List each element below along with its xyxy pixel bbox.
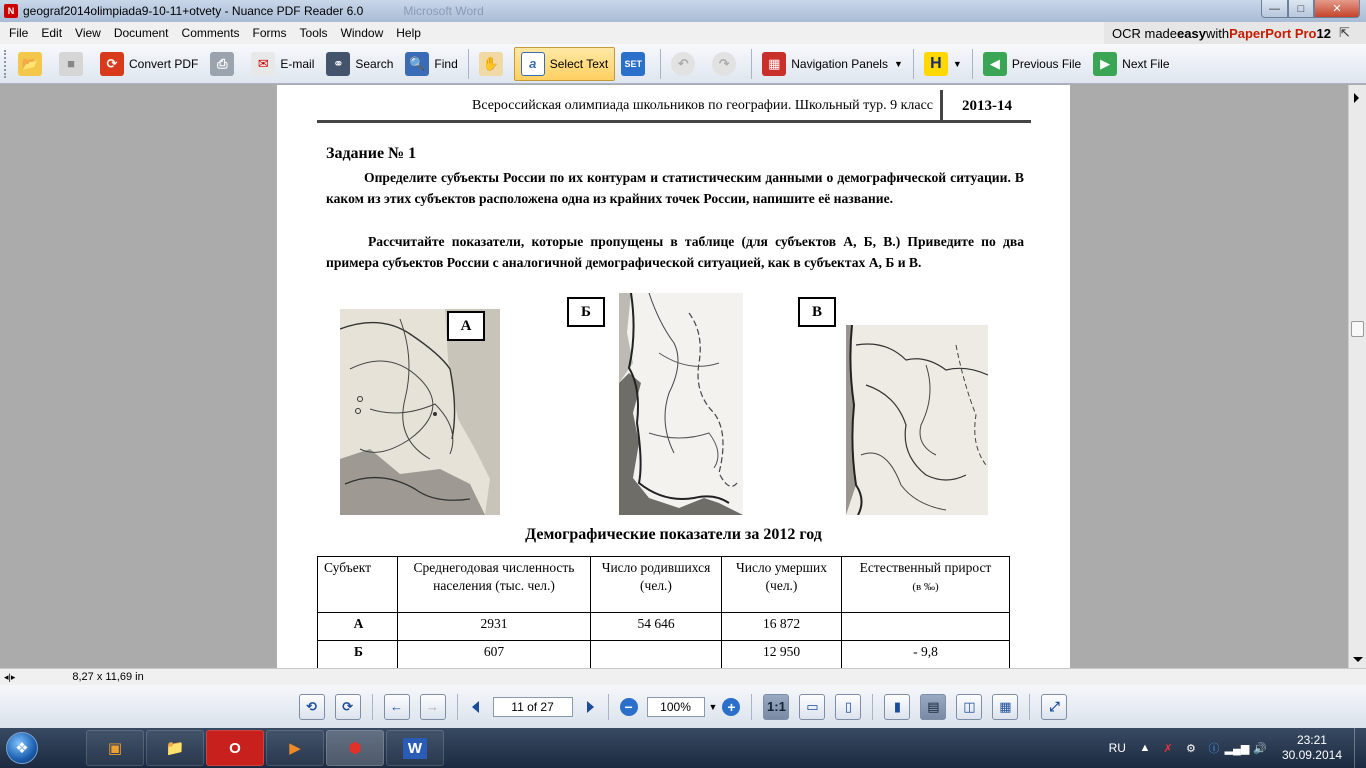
- tray-network-warning-icon[interactable]: ✗: [1163, 742, 1173, 755]
- back-icon[interactable]: ←: [384, 694, 410, 720]
- chevron-down-icon[interactable]: ▼: [952, 58, 962, 69]
- tray-signal-icon[interactable]: ▂▄▆: [1224, 742, 1250, 755]
- tray-arrow-icon[interactable]: ▲: [1139, 742, 1151, 754]
- nav-separator: [608, 694, 609, 720]
- select-text-label: Select Text: [549, 56, 609, 71]
- email-button[interactable]: [245, 47, 320, 81]
- expand-icon[interactable]: ⇱: [1338, 25, 1350, 40]
- map-label-a: А: [447, 311, 485, 341]
- split-icon[interactable]: ◂|▸: [4, 671, 16, 682]
- convert-pdf-icon: ⟳: [100, 52, 124, 76]
- clock[interactable]: [1282, 733, 1342, 763]
- save-icon: ■: [59, 52, 83, 76]
- toolbar-separator: [751, 49, 752, 79]
- header-growth-unit: (в ‰): [912, 581, 939, 593]
- menu-comments[interactable]: Comments: [181, 26, 240, 40]
- row-population: 2931: [398, 613, 591, 641]
- previous-page-icon[interactable]: [472, 701, 479, 713]
- row-subject: Б: [318, 641, 398, 669]
- header-year: 2013-14: [962, 97, 1012, 114]
- folder-icon: 📁: [165, 740, 185, 757]
- row-deaths: 16 872: [722, 613, 842, 641]
- task-paragraph-2: Рассчитайте показатели, которые пропущены в таблице (для субъектов А, Б, В.) Приведите по два примера субъектов России с аналогичной демографической ситуацией, как в субъектах А, Б и В.: [326, 234, 1024, 270]
- menu-window[interactable]: Window: [340, 26, 384, 40]
- ad-brand: PaperPort Pro: [1229, 25, 1317, 41]
- header-births: Число родившихся (чел.): [591, 557, 722, 613]
- find-label: Find: [434, 56, 458, 71]
- show-desktop-button[interactable]: [1354, 728, 1366, 768]
- zoom-out-icon[interactable]: −: [620, 698, 638, 716]
- map-label-v: В: [798, 297, 836, 327]
- scroll-thumb[interactable]: [1351, 321, 1364, 337]
- row-growth: - 9,8: [842, 641, 1010, 669]
- menu-document[interactable]: Document: [113, 26, 169, 40]
- task-app-1[interactable]: [86, 730, 144, 766]
- ad-with: with: [1205, 25, 1230, 41]
- page-header: [317, 91, 1031, 123]
- task-opera[interactable]: [206, 730, 264, 766]
- scroll-right-arrow-icon[interactable]: [1354, 93, 1359, 103]
- demography-table: [317, 556, 1010, 668]
- fit-width-icon[interactable]: ▭: [799, 694, 825, 720]
- pdf-page[interactable]: [277, 85, 1070, 668]
- ad-version: 12: [1316, 25, 1331, 41]
- task-paragraph-1: Определите субъекты России по их контурам и статистическим данными о демографической ситуации. В каком из этих субъектов расположена одна из крайних точек России, напишите её название.: [326, 170, 1024, 206]
- menu-file[interactable]: File: [9, 26, 29, 40]
- scroll-down-arrow-icon[interactable]: [1353, 657, 1363, 662]
- save-button[interactable]: [53, 47, 94, 81]
- open-button[interactable]: [12, 47, 53, 81]
- header-deaths: Число умерших (чел.): [722, 557, 842, 613]
- hand-tool-button[interactable]: [473, 47, 514, 81]
- continuous-facing-icon[interactable]: ▦: [992, 694, 1018, 720]
- header-growth: [842, 557, 1010, 613]
- menu-view[interactable]: View: [75, 26, 101, 40]
- row-births: 54 646: [591, 613, 722, 641]
- start-button[interactable]: [0, 728, 44, 768]
- map-b: [619, 293, 743, 515]
- window-title: geograf2014olimpiada9-10-11+otvety - Nuance PDF Reader 6.0: [23, 4, 364, 18]
- zoom-in-icon[interactable]: +: [722, 698, 740, 716]
- ghost-window-title: Microsoft Word: [403, 4, 484, 18]
- word-icon: W: [403, 738, 427, 759]
- clock-date: 30.09.2014: [1281, 748, 1342, 762]
- minimize-button[interactable]: —: [1261, 0, 1288, 18]
- search-button[interactable]: [320, 47, 399, 81]
- table-row: [318, 613, 1010, 641]
- menu-help[interactable]: Help: [396, 26, 421, 40]
- convert-pdf-button[interactable]: [94, 47, 204, 81]
- task-explorer[interactable]: [146, 730, 204, 766]
- navigation-panels-label: Navigation Panels: [791, 56, 888, 71]
- ad-easy: easy: [1177, 25, 1206, 41]
- nav-separator: [372, 694, 373, 720]
- full-screen-icon[interactable]: ⤢: [1041, 694, 1067, 720]
- menu-edit[interactable]: Edit: [41, 26, 63, 40]
- ad-prefix: OCR made: [1112, 25, 1178, 41]
- folder-icon: 📂: [18, 52, 42, 76]
- previous-file-icon: ◀: [983, 52, 1007, 76]
- find-icon: 🔍: [405, 52, 429, 76]
- menu-forms[interactable]: Forms: [252, 26, 287, 40]
- print-button[interactable]: [204, 47, 245, 81]
- toolbar-separator: [468, 49, 469, 79]
- highlight-button[interactable]: [918, 47, 968, 81]
- maximize-button[interactable]: □: [1288, 0, 1314, 18]
- pdf-reader-icon: ⬢: [348, 740, 362, 757]
- toolbar-separator: [972, 49, 973, 79]
- document-view[interactable]: [0, 85, 1348, 668]
- close-button[interactable]: ✕: [1314, 0, 1360, 18]
- main-toolbar: [0, 44, 1366, 84]
- email-icon: ✉: [251, 52, 275, 76]
- task-title: Задание № 1: [326, 145, 417, 162]
- undo-icon: ↶: [671, 52, 695, 76]
- taskbar: [0, 728, 1366, 768]
- previous-file-button[interactable]: [977, 47, 1087, 81]
- navigation-panels-button[interactable]: [756, 47, 909, 81]
- table-title: Демографические показатели за 2012 год: [525, 526, 822, 543]
- next-file-icon: ▶: [1093, 52, 1117, 76]
- app-icon[interactable]: N: [4, 4, 18, 18]
- rotate-ccw-icon[interactable]: ⟲: [299, 694, 325, 720]
- next-page-icon[interactable]: [587, 701, 594, 713]
- tray-volume-icon[interactable]: 🔊: [1253, 742, 1267, 755]
- redo-button[interactable]: [706, 47, 747, 81]
- task-media-player[interactable]: [266, 730, 324, 766]
- language-indicator[interactable]: RU: [1108, 741, 1126, 755]
- forward-icon[interactable]: →: [420, 694, 446, 720]
- header-population: Среднегодовая численность населения (тыс. чел.): [398, 557, 591, 613]
- select-text-icon: a: [521, 52, 545, 76]
- header-growth-label: Естественный прирост: [859, 560, 992, 575]
- opera-icon: O: [229, 739, 241, 757]
- printer-icon: ⎙: [210, 52, 234, 76]
- menu-tools[interactable]: Tools: [299, 26, 328, 40]
- navigation-bar: [0, 685, 1366, 728]
- header-text: Всероссийская олимпиада школьников по географии. Школьный тур. 9 класс: [472, 90, 943, 122]
- tray-antivirus-icon[interactable]: ⚙: [1186, 742, 1196, 755]
- select-text-button[interactable]: [514, 47, 615, 81]
- row-population: 607: [398, 641, 591, 669]
- clock-time: 23:21: [1296, 733, 1327, 747]
- redo-icon: ↷: [712, 52, 736, 76]
- task-word[interactable]: [386, 730, 444, 766]
- page-size: 8,27 x 11,69 in: [72, 671, 144, 683]
- status-bar: [0, 668, 1366, 685]
- nav-separator: [457, 694, 458, 720]
- nav-separator: [751, 694, 752, 720]
- continuous-page-icon[interactable]: ▤: [920, 694, 946, 720]
- next-file-button[interactable]: [1087, 47, 1175, 81]
- find-button[interactable]: [399, 47, 463, 81]
- row-births: [591, 641, 722, 669]
- fit-page-icon[interactable]: ▯: [835, 694, 861, 720]
- nav-separator: [1029, 694, 1030, 720]
- email-label: E-mail: [280, 56, 315, 71]
- tray-info-icon[interactable]: ⓘ: [1208, 743, 1220, 755]
- row-growth: [842, 613, 1010, 641]
- set-button[interactable]: [615, 47, 656, 81]
- row-deaths: 12 950: [722, 641, 842, 669]
- rotate-cw-icon[interactable]: ⟳: [335, 694, 361, 720]
- toolbar-separator: [660, 49, 661, 79]
- map-label-b: Б: [567, 297, 605, 327]
- chevron-down-icon[interactable]: ▼: [893, 58, 903, 69]
- system-tray: [1109, 728, 1366, 768]
- facing-pages-icon[interactable]: ◫: [956, 694, 982, 720]
- table-header-row: [318, 557, 1010, 613]
- task-pdf-reader[interactable]: [326, 730, 384, 766]
- header-subject: Субъект: [318, 557, 398, 613]
- actual-size-icon[interactable]: 1:1: [763, 694, 789, 720]
- media-player-icon: ▶: [289, 740, 301, 757]
- title-bar: [0, 0, 1366, 22]
- single-page-icon[interactable]: ▮: [884, 694, 910, 720]
- table-row: [318, 641, 1010, 669]
- app-icon-1: ▣: [107, 740, 123, 757]
- toolbar-separator: [913, 49, 914, 79]
- toolbar-grip[interactable]: [4, 50, 8, 78]
- windows-icon: ❖: [6, 732, 38, 764]
- row-subject: А: [318, 613, 398, 641]
- binoculars-icon: ⚭: [326, 52, 350, 76]
- next-file-label: Next File: [1122, 56, 1170, 71]
- zoom-dropdown-icon[interactable]: ▼: [708, 701, 718, 712]
- map-v: [846, 325, 988, 515]
- vertical-scrollbar[interactable]: [1348, 85, 1366, 668]
- nav-separator: [872, 694, 873, 720]
- search-label: Search: [355, 56, 394, 71]
- set-icon: SET: [621, 52, 645, 76]
- highlight-icon: H: [924, 52, 948, 76]
- undo-button[interactable]: [665, 47, 706, 81]
- previous-file-label: Previous File: [1011, 56, 1082, 71]
- page-number-input[interactable]: 11 of 27: [493, 697, 573, 717]
- navigation-panels-icon: ▦: [762, 52, 786, 76]
- convert-pdf-label: Convert PDF: [129, 56, 199, 71]
- ocr-ad-banner[interactable]: [1104, 22, 1366, 44]
- hand-icon: ✋: [479, 52, 503, 76]
- zoom-input[interactable]: 100%: [647, 697, 705, 717]
